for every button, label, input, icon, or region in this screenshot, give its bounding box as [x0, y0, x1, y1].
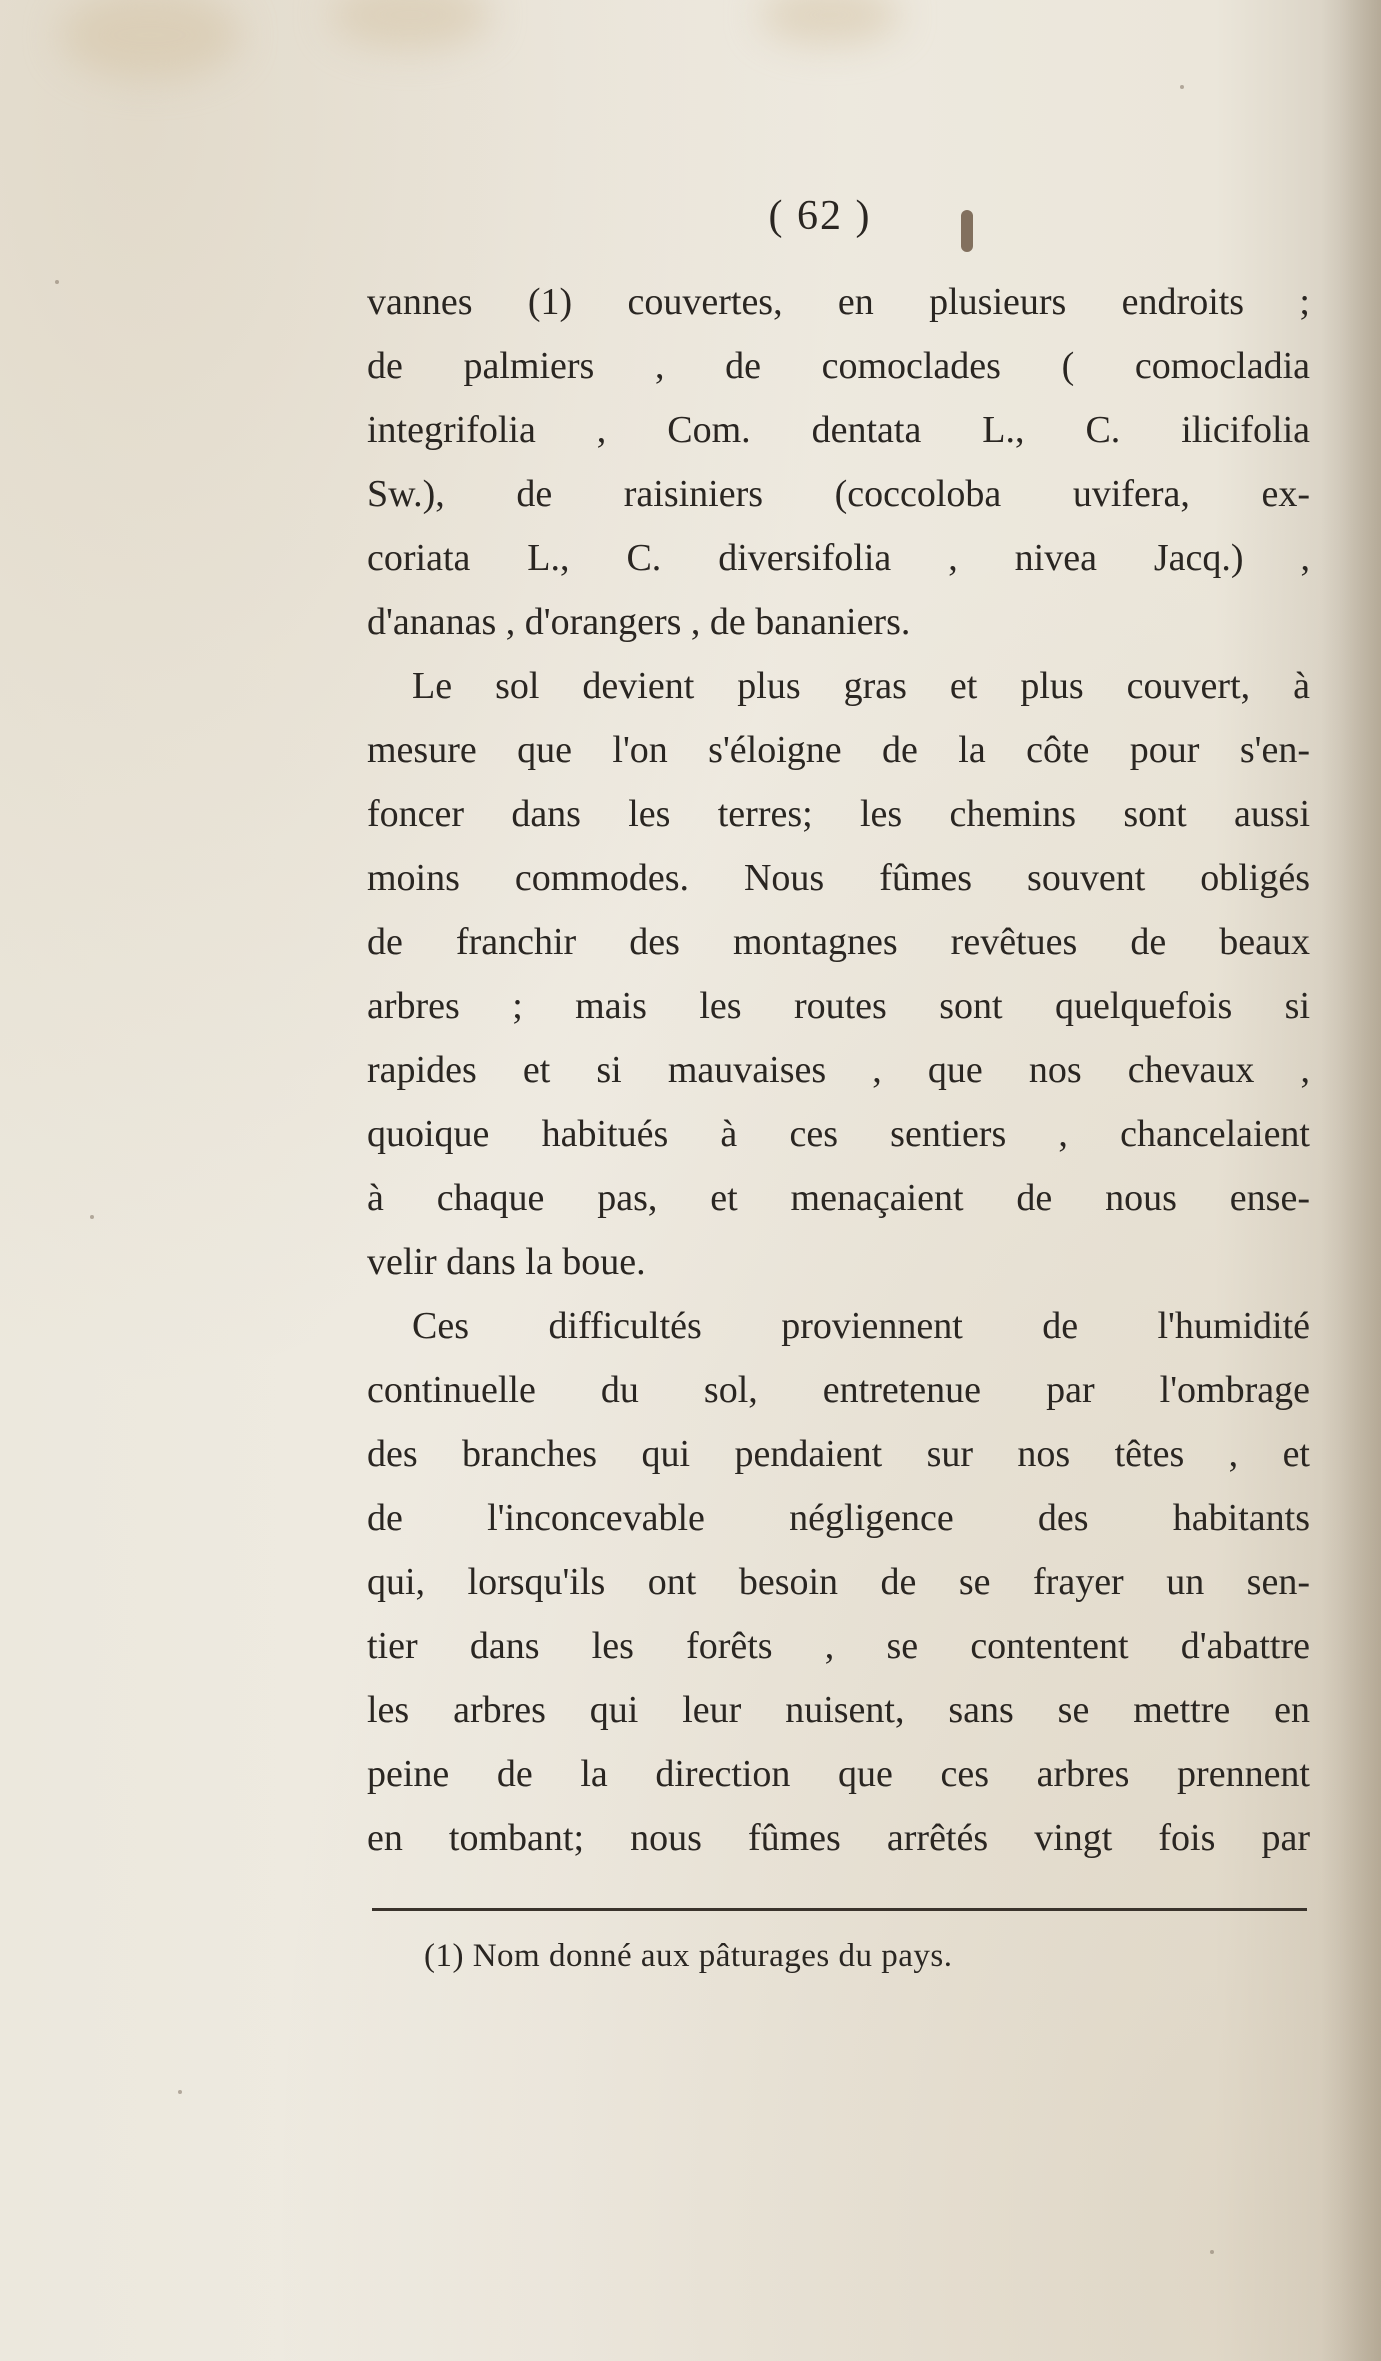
- text-line: des branches qui pendaient sur nos têtes , et: [367, 1433, 1310, 1475]
- page-gutter-shadow: [1321, 0, 1381, 2361]
- text-line: arbres ; mais les routes sont quelquefois si: [367, 985, 1310, 1027]
- text-line: foncer dans les terres; les chemins sont aussi: [367, 793, 1310, 835]
- text-line: coriata L., C. diversifolia , nivea Jacq.) ,: [367, 537, 1310, 579]
- text-line: de l'inconcevable négligence des habitants: [367, 1497, 1310, 1539]
- text-line: tier dans les forêts , se contentent d'abattre: [367, 1625, 1310, 1667]
- text-line: de palmiers , de comoclades ( comocladia: [367, 345, 1310, 387]
- text-line: en tombant; nous fûmes arrêtés vingt fois par: [367, 1817, 1310, 1859]
- text-line: Ces difficultés proviennent de l'humidité: [412, 1305, 1310, 1347]
- text-line: vannes (1) couvertes, en plusieurs endroits ;: [367, 281, 1310, 323]
- text-line: velir dans la boue.: [367, 1241, 646, 1283]
- paper-speck: [55, 280, 59, 284]
- text-line: qui, lorsqu'ils ont besoin de se frayer un sen-: [367, 1561, 1310, 1603]
- text-line: integrifolia , Com. dentata L., C. ilicifolia: [367, 409, 1310, 451]
- ink-blot-mark: [961, 210, 973, 252]
- text-line: continuelle du sol, entretenue par l'ombrage: [367, 1369, 1310, 1411]
- text-line: mesure que l'on s'éloigne de la côte pour s'en-: [367, 729, 1310, 771]
- paper-stain: [60, 0, 240, 80]
- text-line: d'ananas , d'orangers , de bananiers.: [367, 601, 911, 643]
- page-number: ( 62 ): [768, 193, 872, 239]
- paper-speck: [178, 2090, 182, 2094]
- text-line: rapides et si mauvaises , que nos chevaux ,: [367, 1049, 1310, 1091]
- text-line: à chaque pas, et menaçaient de nous ense-: [367, 1177, 1310, 1219]
- footnote-rule: [372, 1908, 1307, 1911]
- paper-stain: [330, 0, 490, 50]
- paper-speck: [1180, 85, 1184, 89]
- text-line: Le sol devient plus gras et plus couvert, à: [412, 665, 1310, 707]
- paper-speck: [1210, 2250, 1214, 2254]
- text-line: de franchir des montagnes revêtues de beaux: [367, 921, 1310, 963]
- body-text: [367, 270, 1310, 1870]
- text-line: peine de la direction que ces arbres prennent: [367, 1753, 1310, 1795]
- paper-stain: [760, 0, 900, 45]
- text-line: quoique habitués à ces sentiers , chancelaient: [367, 1113, 1310, 1155]
- text-line: moins commodes. Nous fûmes souvent obligés: [367, 857, 1310, 899]
- text-line: Sw.), de raisiniers (coccoloba uvifera, ex-: [367, 473, 1310, 515]
- footnote: (1) Nom donné aux pâturages du pays.: [424, 1938, 953, 1974]
- text-line: les arbres qui leur nuisent, sans se mettre en: [367, 1689, 1310, 1731]
- paper-speck: [90, 1215, 94, 1219]
